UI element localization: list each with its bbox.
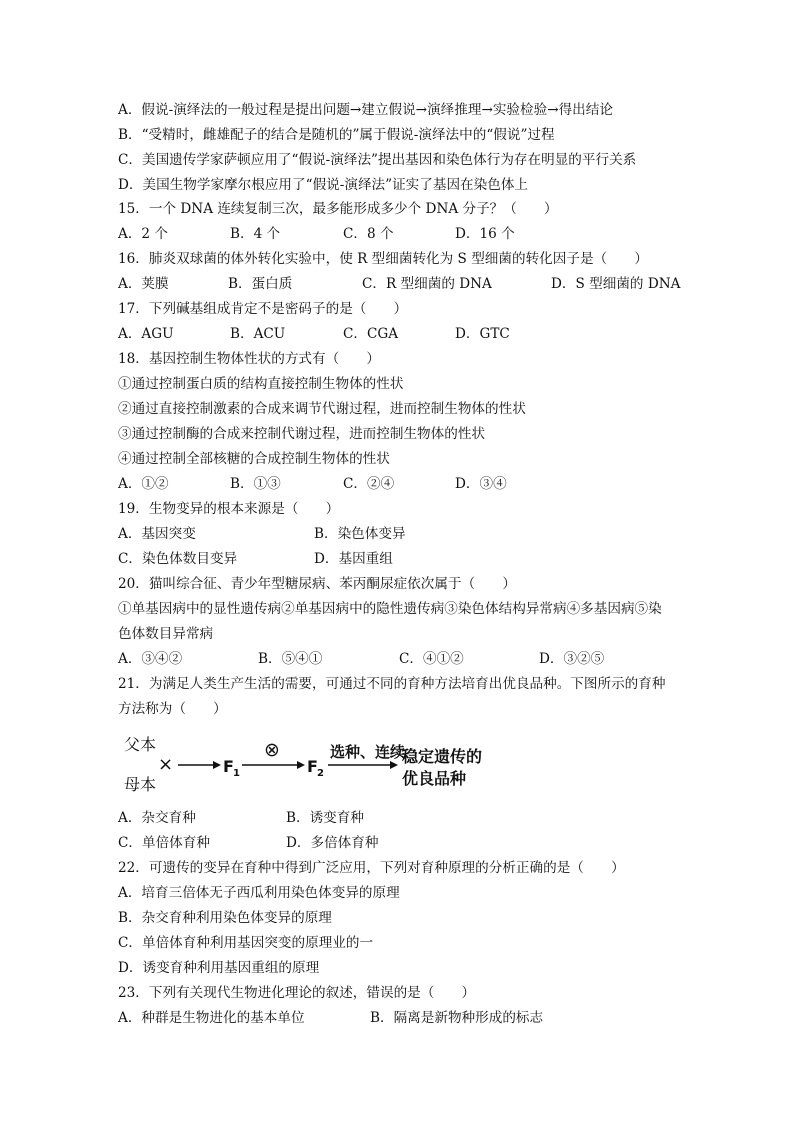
q22-stem: 22．可遗传的变异在育种中得到广泛应用，下列对育种原理的分析正确的是（ ）: [118, 860, 625, 876]
q17-option-c: C．CGA: [343, 326, 399, 342]
q19-stem: 19．生物变异的根本来源是（ ）: [118, 501, 340, 517]
breeding-diagram: [122, 732, 522, 794]
diagram-father-label: 父本: [124, 735, 157, 754]
diagram-arrow-3: [328, 761, 398, 769]
diagram-arrow-2: [242, 761, 305, 769]
q21-option-d: D．多倍体育种: [286, 835, 379, 851]
q21-stem-line-1: 21．为满足人类生产生活的需要，可通过不同的育种方法培育出优良品种。下图所示的育种: [118, 676, 666, 692]
q20-stem: 20．猫叫综合征、青少年型糖尿病、苯丙酮尿症依次属于（ ）: [118, 576, 516, 592]
q16-option-b: B．蛋白质: [228, 276, 293, 292]
diagram-mother-label: 母本: [124, 775, 157, 794]
q21-option-a: A．杂交育种: [118, 810, 196, 826]
q20-option-c: C．④①②: [399, 651, 464, 667]
q19-option-b: B．染色体变异: [314, 526, 406, 542]
q18-stem: 18．基因控制生物体性状的方式有（ ）: [118, 351, 380, 367]
q18-option-c: C．②④: [343, 476, 395, 492]
q21-option-c: C．单倍体育种: [118, 835, 210, 851]
q21-stem-line-2: 方法称为（ ）: [118, 701, 227, 717]
diagram-result-line-2: 优良品种: [402, 769, 467, 788]
q14-option-d: D．美国生物学家摩尔根应用了“假说-演绎法”证实了基因在染色体上: [118, 177, 529, 193]
q22-option-c: C．单倍体育种利用基因突变的原理业的一: [118, 935, 374, 951]
q18-statement-4: ④通过控制全部核糖的合成控制生物体的性状: [118, 451, 390, 467]
q15-stem: 15．一个 DNA 连续复制三次，最多能形成多少个 DNA 分子？（ ）: [118, 201, 558, 217]
q19-option-a: A．基因突变: [118, 526, 196, 542]
q15-option-d: D．16 个: [455, 226, 515, 242]
q18-statement-3: ③通过控制酶的合成来控制代谢过程，进而控制生物体的性状: [118, 426, 486, 442]
q16-option-d: D．S 型细菌的 DNA: [551, 276, 681, 292]
q15-option-b: B．4 个: [230, 226, 281, 242]
q22-option-a: A．培育三倍体无子西瓜利用染色体变异的原理: [118, 885, 400, 901]
q17-option-d: D．GTC: [455, 326, 510, 342]
q18-statement-1: ①通过控制蛋白质的结构直接控制生物体的性状: [118, 376, 404, 392]
q23-option-b: B．隔离是新物种形成的标志: [370, 1010, 544, 1026]
q20-option-a: A．③④②: [118, 651, 183, 667]
q16-stem: 16．肺炎双球菌的体外转化实验中，使 R 型细菌转化为 S 型细菌的转化因子是（ ）: [118, 251, 648, 267]
q18-statement-2: ②通过直接控制激素的合成来调节代谢过程，进而控制生物体的性状: [118, 401, 526, 417]
q14-option-c: C．美国遗传学家萨顿应用了“假说-演绎法”提出基因和染色体行为存在明显的平行关系: [118, 152, 637, 168]
q18-option-a: A．①②: [118, 476, 169, 492]
diagram-arrow-1: [178, 761, 221, 769]
q22-option-b: B．杂交育种利用染色体变异的原理: [118, 910, 332, 926]
q17-option-b: B．ACU: [230, 326, 286, 342]
q15-option-a: A．2 个: [118, 226, 168, 242]
q19-option-d: D．基因重组: [314, 551, 393, 567]
diagram-selfing-symbol: ⊗: [264, 739, 280, 761]
q15-option-c: C．8 个: [343, 226, 394, 242]
diagram-result-line-1: 稳定遗传的: [402, 747, 483, 766]
q17-option-a: A．AGU: [118, 326, 174, 342]
q23-option-a: A．种群是生物进化的基本单位: [118, 1010, 305, 1026]
q22-option-d: D．诱变育种利用基因重组的原理: [118, 960, 320, 976]
diagram-f1-label: F: [223, 757, 234, 776]
q18-option-b: B．①③: [230, 476, 281, 492]
q20-option-d: D．③②⑤: [539, 651, 605, 667]
q20-statement-line-1: ①单基因病中的显性遗传病②单基因病中的隐性遗传病③染色体结构异常病④多基因病⑤染: [118, 601, 662, 617]
q16-option-a: A．荚膜: [118, 276, 169, 292]
q18-option-d: D．③④: [455, 476, 507, 492]
q23-stem: 23．下列有关现代生物进化理论的叙述，错误的是（ ）: [118, 985, 476, 1001]
q20-statement-line-2: 色体数目异常病: [118, 626, 214, 642]
q20-option-b: B．⑤④①: [258, 651, 323, 667]
diagram-cross-symbol: ×: [158, 754, 174, 775]
diagram-f1-subscript: 1: [233, 768, 240, 779]
q14-option-a: A．假说-演绎法的一般过程是提出问题→建立假说→演绎推理→实验检验→得出结论: [118, 102, 613, 118]
diagram-step-label: 选种、连续: [330, 743, 406, 761]
q17-stem: 17．下列碱基组成肯定不是密码子的是（ ）: [118, 301, 408, 317]
diagram-f2-label: F: [307, 757, 318, 776]
q14-option-b: B．“受精时，雌雄配子的结合是随机的”属于假说-演绎法中的“假说”过程: [118, 127, 555, 143]
diagram-f2-subscript: 2: [317, 768, 324, 779]
q16-option-c: C．R 型细菌的 DNA: [362, 276, 492, 292]
q21-option-b: B．诱变育种: [286, 810, 364, 826]
q19-option-c: C．染色体数目变异: [118, 551, 238, 567]
